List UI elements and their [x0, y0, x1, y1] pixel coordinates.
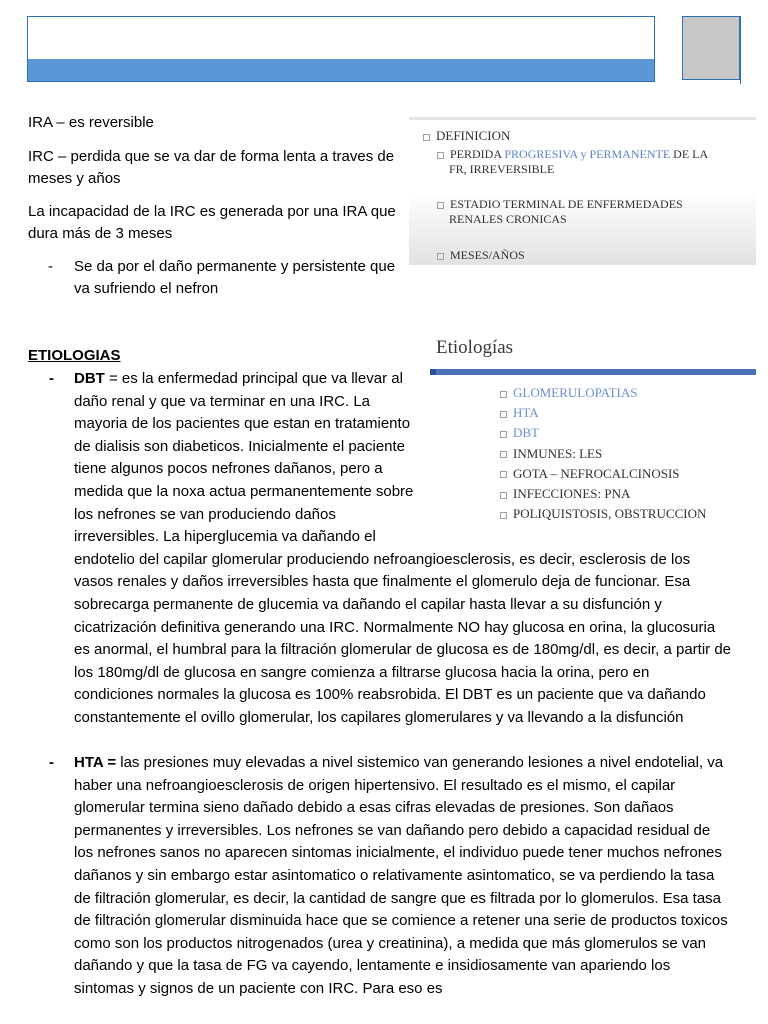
highlight-text: PROGRESIVA y PERMANENTE: [504, 147, 671, 161]
list-item: GLOMERULOPATIAS: [500, 383, 706, 403]
section-heading-etiologias: ETIOLOGIAS: [28, 347, 121, 364]
image-float-spacer: [418, 368, 732, 544]
square-bullet-icon: [437, 152, 444, 159]
bullet-marker: -: [49, 370, 54, 387]
slide-definicion: [409, 117, 756, 265]
paragraph-ira: IRA – es reversible: [28, 114, 154, 131]
slide-definicion-item: MESES/AÑOS: [437, 248, 525, 263]
list-item: GOTA – NEFROCALCINOSIS: [500, 464, 706, 484]
slide-top-border: [409, 117, 756, 120]
etiology-description: las presiones muy elevadas a nivel sistemico van generando lesiones a nivel endotelial, va haber una nefroangioesclerosis de origen hipertensivo. El resultado es el mismo, el capilar glomerular termina sieno dañado debido a esas cifras elevadas de presiones. Son dañaos permanentes y irreversibles. Los nefrones se van dañando pero debido a capacidad residual de los nefrones sanos no aparecen sintomas inicialmente, el individuo puede tener muchos nefrones dañanos y sin embargo estar asintomatico o relativamente asintomatico, se va perdiendo la tasa de filtración glomerular, es decir, la cantidad de sangre que es filtrada por lo glomerulos. Esa tasa de filtración glomerular disminuida hace que se comience a retener una serie de productos toxicos como son los productos nitrogenados (urea y creatinina), a medida que más glomerulos se van dañando y que la tasa de FG va cayendo, lentamente e insidiosamente van apariendo los sintomas y signos de un paciente con IRC. Para eso es: [74, 754, 728, 997]
etiology-term: DBT: [74, 370, 105, 387]
slide-definicion-item: PERDIDA PROGRESIVA y PERMANENTE DE LA FR, IRREVERSIBLE: [437, 147, 751, 177]
etiology-item-dbt: [74, 368, 732, 730]
etiology-term: HTA =: [74, 754, 117, 771]
list-item: DBT: [500, 423, 706, 443]
square-bullet-icon: [437, 253, 444, 260]
square-bullet-icon: [423, 134, 430, 141]
header-band: [28, 59, 654, 81]
square-bullet-icon: [437, 202, 444, 209]
paragraph-incapacidad: La incapacidad de la IRC es generada por una IRA que dura más de 3 meses: [28, 203, 396, 242]
list-item: INMUNES: LES: [500, 444, 706, 464]
list-item: HTA: [500, 403, 706, 423]
paragraph-irc: IRC – perdida que se va dar de forma lenta a traves de meses y años: [28, 148, 395, 187]
etiology-description: = es la enfermedad principal que va llevar al daño renal y que va terminar en una IRC. La mayoria de los pacientes que estan en tratamiento de dialisis son diabeticos. Inicialmente el paciente tiene algunos pocos nefrones dañanos, pero a medida que la noxa actua permanentemente sobre los nefrones se van produciendo daños irreversibles. La hiperglucemia va dañando el endotelio del capilar glomerular produciendo nefroangioesclerosis, es decir, esclerosis de los vasos renales y daños irreversibles hasta que finalmente el glomerulo deja de funcionar. Esa sobrecarga permanente de glucemia va dañando el capilar hasta llevar a su disfunción y cicatrización definitiva generando una IRC. Normalmente NO hay glucosa en orina, la glucosuria es anormal, el humbral para la filtración glomerular de glucosa es de 180mg/dl, es decir, a partir de los 180mg/dl de glucosa en sangre comienza a filtrarse glucosa hacia la orina, pero en condiciones normales la glucosa es 100% reabsrobida. El DBT es un paciente que va dañando constantemente el ovillo glomerular, los capilares glomerulares y va llevando a la disfunción: [74, 370, 732, 726]
etiology-item-hta: [74, 752, 732, 1001]
slide-definicion-title: DEFINICION: [423, 128, 510, 143]
header-box: [27, 16, 655, 82]
list-item: POLIQUISTOSIS, OBSTRUCCION: [500, 504, 706, 524]
header-square: [682, 16, 740, 80]
slide-definicion-item: ESTADIO TERMINAL DE ENFERMEDADES RENALES CRONICAS: [437, 197, 751, 227]
header-square-line: [740, 16, 741, 84]
dash-list-item: [28, 256, 398, 300]
slide-etiologias-title: Etiologías: [436, 337, 514, 358]
bullet-marker: -: [49, 754, 54, 771]
dash-marker: -: [48, 258, 53, 275]
dash-item-text: Se da por el daño permanente y persistente que va sufriendo el nefron: [74, 258, 396, 297]
list-item: INFECCIONES: PNA: [500, 484, 706, 504]
